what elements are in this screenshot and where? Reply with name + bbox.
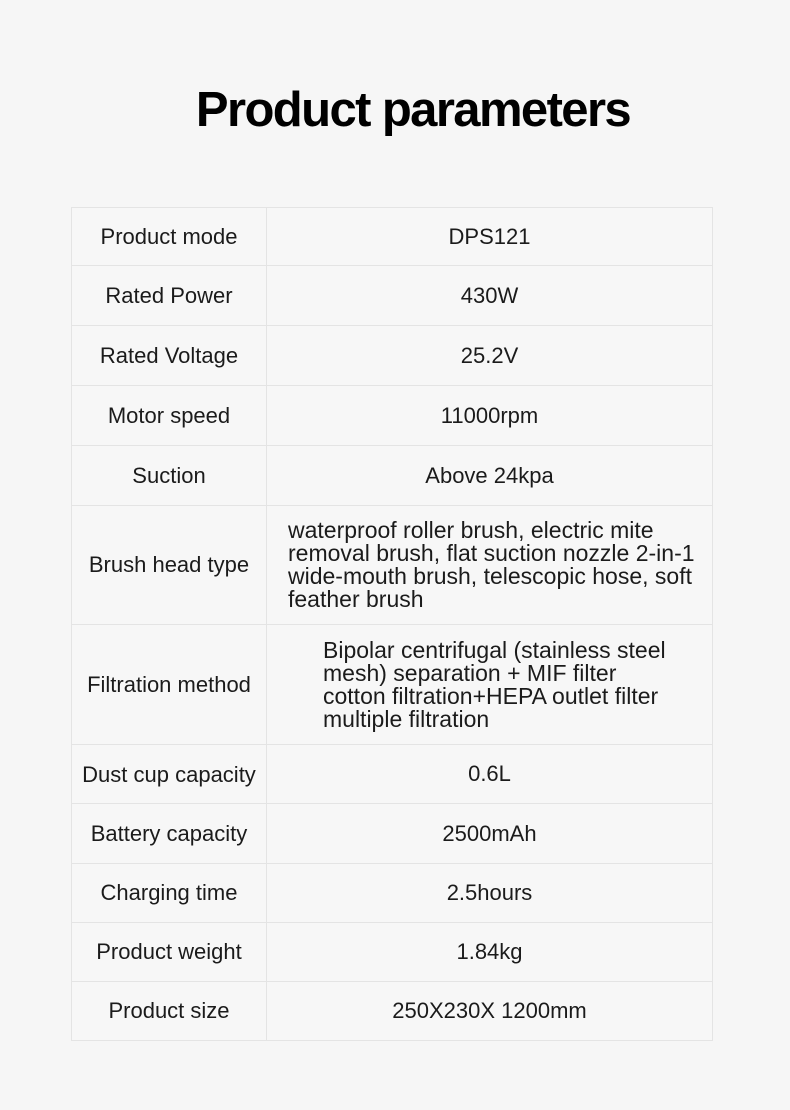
param-value: 250X230X 1200mm <box>267 982 713 1041</box>
param-label: Motor speed <box>72 386 267 446</box>
table-row <box>72 506 713 625</box>
page-title: Product parameters <box>195 83 631 137</box>
table-row <box>72 745 713 804</box>
table-row <box>72 386 713 446</box>
param-value: DPS121 <box>267 208 713 266</box>
param-value: 430W <box>267 266 713 326</box>
param-label: Product size <box>72 982 267 1041</box>
param-value: 2500mAh <box>267 804 713 864</box>
parameters-table <box>71 207 713 1041</box>
param-value: 1.84kg <box>267 923 713 982</box>
param-label: Battery capacity <box>72 804 267 864</box>
param-label: Suction <box>72 446 267 506</box>
param-label: Dust cup capacity <box>72 745 267 804</box>
table-row <box>72 804 713 864</box>
table-row <box>72 625 713 745</box>
param-label: Rated Power <box>72 266 267 326</box>
param-label: Brush head type <box>72 506 267 625</box>
param-value: 25.2V <box>267 326 713 386</box>
param-label: Product mode <box>72 208 267 266</box>
param-value: waterproof roller brush, electric mite removal brush, flat suction nozzle 2-in-1 wide-mouth brush, telescopic hose, soft feather brush <box>267 506 713 625</box>
table-row <box>72 864 713 923</box>
table-row <box>72 923 713 982</box>
table-row <box>72 266 713 326</box>
param-label: Product weight <box>72 923 267 982</box>
table-row <box>72 982 713 1041</box>
param-value: 2.5hours <box>267 864 713 923</box>
table-row <box>72 446 713 506</box>
table-row <box>72 208 713 266</box>
param-label: Rated Voltage <box>72 326 267 386</box>
param-value: 0.6L <box>267 745 713 804</box>
table-row <box>72 326 713 386</box>
param-value: Bipolar centrifugal (stainless steel mesh) separation + MIF filter cotton filtration+HEPA outlet filter multiple filtration <box>267 625 713 745</box>
param-label: Charging time <box>72 864 267 923</box>
param-value: Above 24kpa <box>267 446 713 506</box>
param-label: Filtration method <box>72 625 267 745</box>
param-value: 11000rpm <box>267 386 713 446</box>
